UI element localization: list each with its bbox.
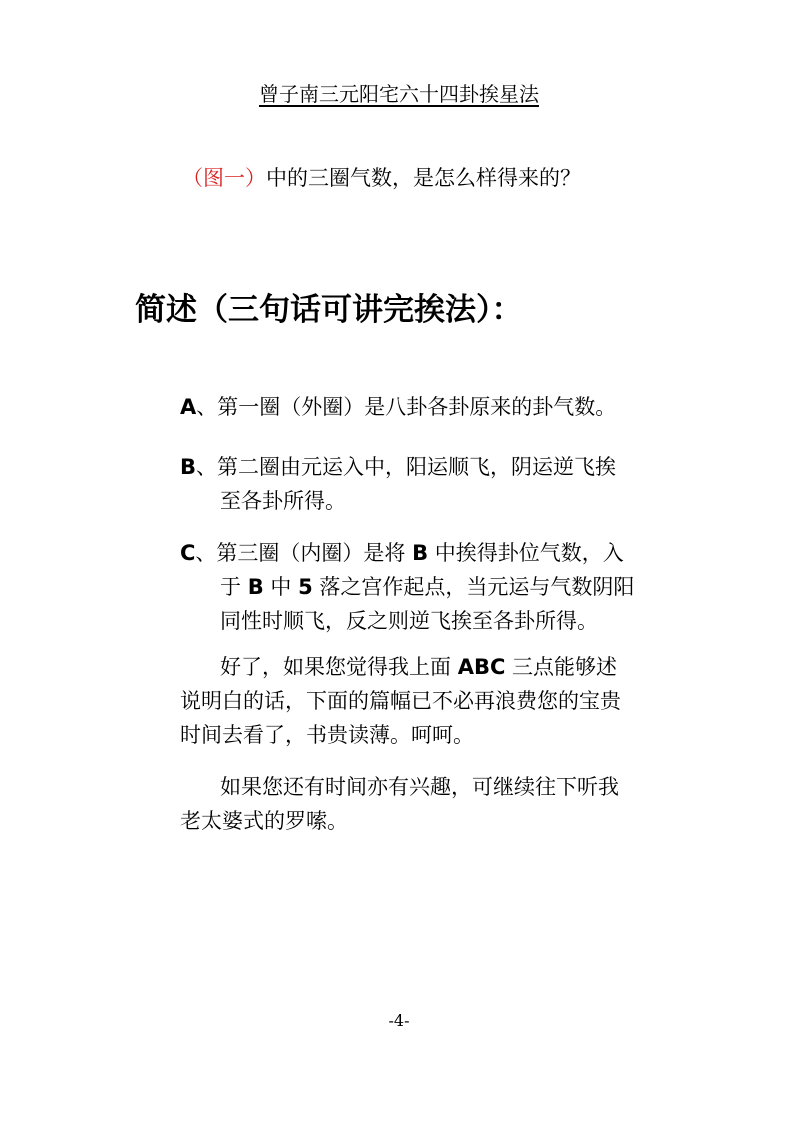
paragraph-1-line1-a: 好了，如果您觉得我上面	[220, 655, 458, 679]
item-marker-a: A	[180, 395, 197, 419]
paragraph-1-line3: 时间去看了，书贵读薄。呵呵。	[180, 723, 474, 747]
question-text: 中的三圈气数，是怎么样得来的？	[266, 166, 581, 190]
paragraph-1-line1-c: 三点能够述	[505, 655, 618, 679]
paragraph-2-line1: 如果您还有时间亦有兴趣，可继续往下听我	[220, 775, 619, 799]
page-number: -4-	[388, 1011, 410, 1030]
list-item-a	[180, 390, 670, 424]
list-item-b	[180, 450, 670, 518]
item-marker-c: C	[180, 541, 196, 565]
section-title: 简述（三句话可讲完挨法）：	[135, 292, 523, 328]
paragraph-1	[180, 650, 660, 752]
item-c-line2	[180, 570, 670, 604]
paragraph-1-line1-b: ABC	[457, 655, 506, 679]
question-line	[182, 163, 581, 193]
document-title: 曾子南三元阳宅六十四卦挨星法	[259, 82, 539, 106]
item-c-line2-e: 落之宫作起点，当元运与气数阴阳	[312, 575, 635, 599]
document-header	[0, 80, 798, 108]
item-b-line1: 、第二圈由元运入中，阳运顺飞，阴运逆飞挨	[196, 455, 617, 479]
item-c-line2-b: B	[247, 575, 264, 599]
paragraph-1-line1	[180, 650, 660, 684]
item-b-line2: 至各卦所得。	[220, 489, 346, 513]
item-c-line1-a: 、第三圈（内圈）是将	[195, 541, 413, 565]
paragraph-1-line2: 说明白的话，下面的篇幅已不必再浪费您的宝贵	[180, 689, 621, 713]
item-c-line3: 同性时顺飞，反之则逆飞挨至各卦所得。	[220, 609, 598, 633]
paragraph-2	[180, 770, 660, 838]
item-c-line2-d: 5	[298, 575, 313, 599]
paragraph-2-line2: 老太婆式的罗嗦。	[180, 809, 348, 833]
item-a-text: 、第一圈（外圈）是八卦各卦原来的卦气数。	[196, 395, 617, 419]
item-marker-b: B	[180, 455, 197, 479]
item-c-line2-a: 于	[220, 575, 248, 599]
figure-reference: （图一）	[182, 166, 266, 190]
item-c-line1-b: B	[412, 541, 429, 565]
item-c-line1-c: 中挨得卦位气数，入	[428, 541, 624, 565]
list-item-c	[180, 536, 670, 638]
item-c-line2-c: 中	[263, 575, 299, 599]
